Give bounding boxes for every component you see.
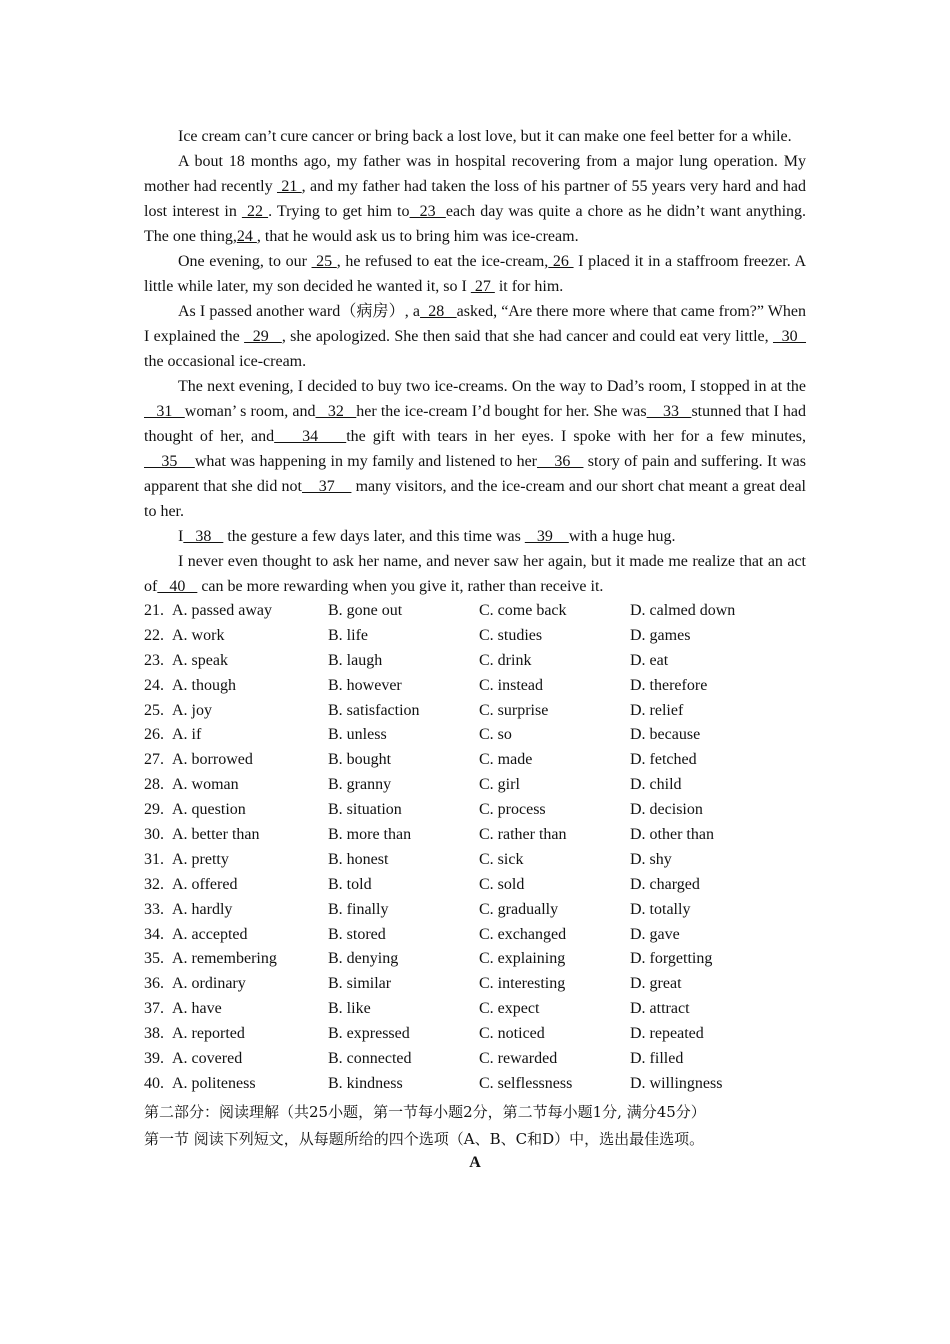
question-options-row (144, 723, 806, 748)
passage-text: I never even thought to ask her name, and never saw her again, but it made me realize that an act of (144, 553, 806, 595)
option-a[interactable]: A. joy (172, 701, 212, 719)
option-d[interactable]: D. games (630, 626, 691, 644)
option-b[interactable]: B. denying (328, 950, 399, 968)
passage-text: can be more rewarding when you give it, rather than receive it. (197, 578, 604, 595)
option-a[interactable]: A. though (172, 676, 236, 694)
option-d[interactable]: D. willingness (630, 1074, 723, 1092)
blank-number: 35 (144, 453, 195, 470)
exam-page (144, 124, 806, 1175)
option-d[interactable]: D. relief (630, 701, 684, 719)
question-options-row (144, 624, 806, 649)
question-number: 23. (144, 651, 164, 669)
option-a[interactable]: A. covered (172, 1050, 243, 1068)
question-number: 31. (144, 850, 164, 868)
question-options-row (144, 748, 806, 773)
option-b[interactable]: B. situation (328, 801, 402, 819)
passage-text: I placed it in a staffroom freezer. A little while later, my son decided he wanted it, so I (144, 253, 807, 295)
question-number: 34. (144, 925, 164, 943)
blank-number: 32 (315, 403, 357, 420)
passage-text: , she apologized. She then said that she had cancer and could eat very little, (281, 328, 773, 345)
option-a[interactable]: A. reported (172, 1025, 245, 1043)
passage-text: woman’ s room, and (184, 403, 316, 420)
option-c[interactable]: C. gradually (479, 900, 559, 918)
option-a[interactable]: A. politeness (172, 1074, 256, 1092)
option-d[interactable]: D. attract (630, 1000, 690, 1018)
option-a[interactable]: A. ordinary (172, 975, 246, 993)
passage-text: the occasional ice-cream. (144, 353, 307, 370)
option-d[interactable]: D. great (630, 975, 682, 993)
question-options-row (144, 798, 806, 823)
blank-number: 30 (772, 328, 807, 345)
blank-number: 23 (409, 203, 446, 220)
option-c[interactable]: C. rather than (479, 826, 567, 844)
option-b[interactable]: B. gone out (328, 602, 403, 619)
option-b[interactable]: B. connected (328, 1050, 412, 1068)
passage-text: , that he would ask us to bring him was ice-cream. (256, 228, 579, 245)
question-options-row (144, 947, 806, 972)
option-d[interactable]: D. repeated (630, 1025, 704, 1043)
blank-number: 29 (244, 328, 282, 345)
option-b[interactable]: B. life (328, 626, 368, 644)
option-d[interactable]: D. totally (630, 900, 691, 918)
option-c[interactable]: C. so (479, 726, 512, 744)
option-c[interactable]: C. expect (479, 1000, 540, 1018)
passage-text: , and my father had taken the loss of his partner of 55 years very hard and had lost interest in (144, 178, 807, 220)
option-c[interactable]: C. noticed (479, 1025, 545, 1043)
question-number: 24. (144, 676, 164, 694)
option-b[interactable]: B. stored (328, 925, 386, 943)
part-two-heading: 第二部分：阅读理解（共25小题，第一节每小题2分，第二节每小题1分, 满分45分） (144, 1102, 706, 1121)
option-b[interactable]: B. kindness (328, 1074, 403, 1092)
question-number: 35. (144, 950, 164, 968)
option-b[interactable]: B. satisfaction (328, 701, 420, 719)
blank-number: 25 (311, 253, 337, 270)
option-c[interactable]: C. rewarded (479, 1050, 558, 1068)
passage-text: One evening, to our (178, 253, 312, 270)
option-d[interactable]: D. forgetting (630, 950, 713, 968)
option-b[interactable]: B. unless (328, 726, 387, 744)
option-d[interactable]: D. fetched (630, 751, 697, 769)
option-d[interactable]: D. child (630, 776, 682, 794)
passage-text: , he refused to eat the ice-cream, (336, 253, 549, 270)
option-a[interactable]: A. hardly (172, 900, 233, 918)
passage-text: the gift with tears in her eyes. I spoke with her for a few minutes, (346, 428, 807, 445)
passage-paragraph (144, 249, 806, 299)
passage-text: each day was quite a chore as he didn’t want anything. The one thing, (144, 203, 807, 245)
option-c[interactable]: C. drink (479, 651, 532, 669)
question-options-row (144, 599, 806, 624)
option-d[interactable]: D. eat (630, 651, 669, 669)
blank-number: 21 (276, 178, 302, 195)
passage-paragraph (144, 149, 806, 249)
option-c[interactable]: C. process (479, 801, 546, 819)
option-a[interactable]: A. offered (172, 875, 238, 893)
passage-paragraph (144, 124, 806, 149)
passage-a-label: A (469, 1153, 481, 1171)
passage-text: it for him. (494, 278, 564, 295)
blank-number: 28 (420, 303, 457, 320)
option-b[interactable]: B. however (328, 676, 402, 694)
option-b[interactable]: B. expressed (328, 1025, 410, 1043)
option-b[interactable]: B. honest (328, 850, 389, 868)
passage-text: the gesture a few days later, and this time was (223, 528, 525, 545)
question-number: 26. (144, 726, 164, 744)
blank-number: 31 (144, 403, 185, 420)
question-number: 28. (144, 776, 164, 794)
question-options-row (144, 997, 806, 1022)
option-a[interactable]: A. passed away (172, 602, 272, 619)
question-number: 32. (144, 875, 164, 893)
answer-options (144, 599, 806, 1097)
blank-number: 38 (183, 528, 224, 545)
option-b[interactable]: B. bought (328, 751, 392, 769)
blank-number: 26 (548, 253, 574, 270)
passage-text: asked, “Are there more where that came from?” When I explained the (144, 303, 807, 345)
passage-text: The next evening, I decided to buy two ice-creams. On the way to Dad’s room, I stopped in at the (178, 378, 806, 395)
blank-number: 24 (236, 228, 257, 245)
option-a[interactable]: A. accepted (172, 925, 248, 943)
option-a[interactable]: A. borrowed (172, 751, 253, 769)
option-d[interactable]: D. other than (630, 826, 714, 844)
option-d[interactable]: D. shy (630, 850, 672, 868)
blank-number: 40 (157, 578, 198, 595)
option-b[interactable]: B. more than (328, 826, 412, 844)
question-options-row (144, 972, 806, 997)
option-a[interactable]: A. have (172, 1000, 222, 1018)
blank-number: 34 (274, 428, 347, 445)
option-c[interactable]: C. come back (479, 602, 567, 619)
question-options-row (144, 1022, 806, 1047)
question-number: 36. (144, 975, 164, 993)
question-number: 27. (144, 751, 164, 769)
option-d[interactable]: D. therefore (630, 676, 708, 694)
option-d[interactable]: D. calmed down (630, 602, 736, 619)
option-c[interactable]: C. surprise (479, 701, 549, 719)
option-c[interactable]: C. made (479, 751, 533, 769)
question-number: 38. (144, 1025, 164, 1043)
blank-number: 33 (646, 403, 692, 420)
passage-text: what was happening in my family and listened to her (194, 453, 537, 470)
question-number: 37. (144, 1000, 164, 1018)
question-number: 40. (144, 1074, 164, 1092)
passage-paragraph (144, 374, 806, 524)
blank-number: 22 (241, 203, 269, 220)
option-d[interactable]: D. filled (630, 1050, 684, 1068)
option-c[interactable]: C. selflessness (479, 1074, 573, 1092)
passage-paragraph (144, 524, 806, 549)
section-one-instructions: 第一节 阅读下列短文，从每题所给的四个选项（A、B、C和D）中，选出最佳选项。 (144, 1129, 705, 1148)
blank-number: 39 (524, 528, 569, 545)
question-options-row (144, 898, 806, 923)
option-c[interactable]: C. explaining (479, 950, 566, 968)
option-c[interactable]: C. exchanged (479, 925, 567, 943)
question-options-row (144, 649, 806, 674)
passage-text: stunned that I had thought of her, and (144, 403, 807, 445)
option-a[interactable]: A. better than (172, 826, 260, 844)
passage-text: story of pain and suffering. It was apparent that she did not (144, 453, 807, 495)
question-number: 33. (144, 900, 164, 918)
question-number: 25. (144, 701, 164, 719)
question-options-row (144, 699, 806, 724)
question-options-row (144, 873, 806, 898)
option-d[interactable]: D. because (630, 726, 701, 744)
question-options-row (144, 773, 806, 798)
option-a[interactable]: A. remembering (172, 950, 277, 968)
passage-text: A bout 18 months ago, my father was in hospital recovering from a major lung operation. My mother had recently (144, 153, 806, 195)
option-d[interactable]: D. gave (630, 925, 680, 943)
question-number: 29. (144, 801, 164, 819)
option-c[interactable]: C. sick (479, 850, 524, 868)
option-c[interactable]: C. instead (479, 676, 543, 694)
option-b[interactable]: B. like (328, 1000, 371, 1018)
question-options-row (144, 1072, 806, 1097)
question-options-row (144, 674, 806, 699)
passage-paragraph (144, 299, 806, 374)
blank-number: 36 (537, 453, 584, 470)
option-a[interactable]: A. work (172, 626, 225, 644)
option-d[interactable]: D. charged (630, 875, 700, 893)
option-b[interactable]: B. laugh (328, 651, 383, 669)
passage-text: her the ice-cream I’d bought for her. She was (356, 403, 647, 420)
passage-text: As I passed another ward（病房）, a (178, 303, 421, 320)
option-a[interactable]: A. woman (172, 776, 239, 794)
option-c[interactable]: C. girl (479, 776, 520, 794)
cloze-passage (144, 124, 806, 599)
option-a[interactable]: A. pretty (172, 850, 229, 868)
option-b[interactable]: B. granny (328, 776, 392, 794)
option-a[interactable]: A. if (172, 726, 202, 744)
blank-number: 37 (302, 478, 352, 495)
question-options-row (144, 848, 806, 873)
passage-text: Ice cream can’t cure cancer or bring back a lost love, but it can make one feel better for a while. (178, 128, 792, 145)
option-c[interactable]: C. sold (479, 875, 525, 893)
question-options-row (144, 923, 806, 948)
option-a[interactable]: A. question (172, 801, 246, 819)
passage-text: I (178, 528, 184, 545)
option-d[interactable]: D. decision (630, 801, 703, 819)
passage-text: with a huge hug. (568, 528, 676, 545)
question-number: 21. (144, 602, 164, 619)
option-b[interactable]: B. told (328, 875, 372, 893)
passage-paragraph (144, 549, 806, 599)
option-b[interactable]: B. finally (328, 900, 389, 918)
passage-text: . Trying to get him to (268, 203, 410, 220)
question-number: 22. (144, 626, 164, 644)
question-number: 39. (144, 1050, 164, 1068)
question-options-row (144, 823, 806, 848)
question-options-row (144, 1047, 806, 1072)
option-c[interactable]: C. interesting (479, 975, 566, 993)
option-a[interactable]: A. speak (172, 651, 228, 669)
passage-text: many visitors, and the ice-cream and our short chat meant a great deal to her. (144, 478, 806, 520)
question-number: 30. (144, 826, 164, 844)
blank-number: 27 (470, 278, 495, 295)
option-b[interactable]: B. similar (328, 975, 392, 993)
option-c[interactable]: C. studies (479, 626, 543, 644)
